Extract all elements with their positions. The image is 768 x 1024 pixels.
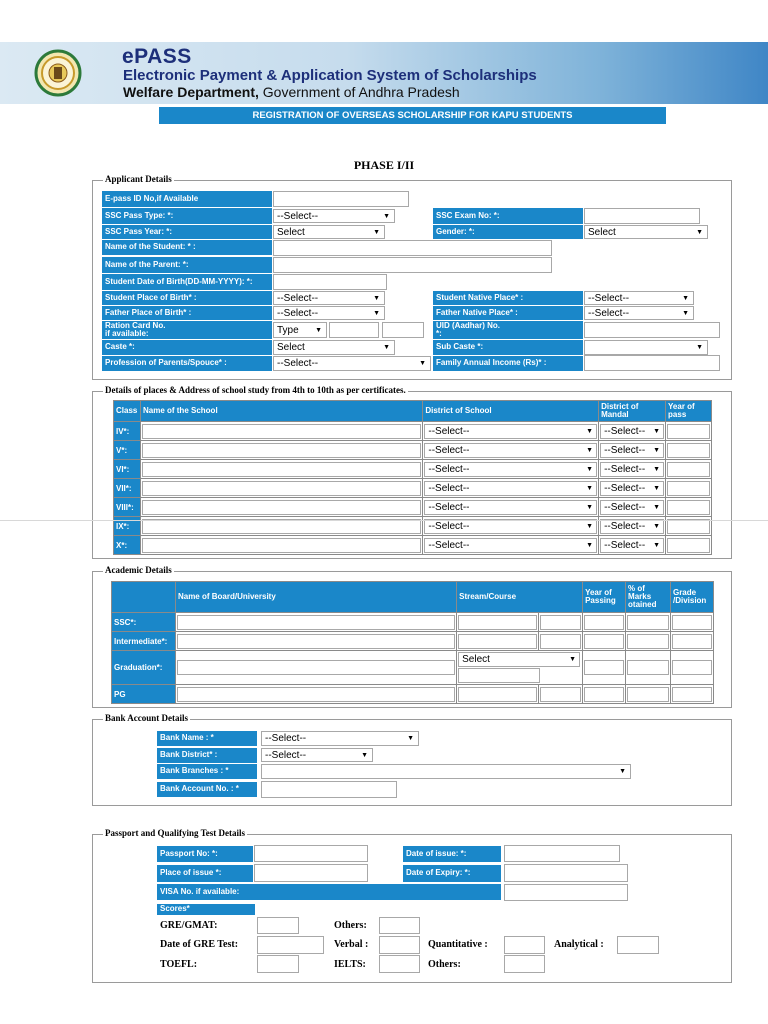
district-of-mandal-select[interactable]: --Select-- ▼ bbox=[600, 424, 664, 439]
family-income-label: Family Annual Income (Rs)* : bbox=[433, 356, 583, 371]
chevron-down-icon: ▼ bbox=[619, 768, 626, 775]
father-place-of-birth-select[interactable]: --Select-- ▼ bbox=[273, 306, 385, 320]
brand-name: ePASS bbox=[122, 45, 192, 68]
academic-legend: Academic Details bbox=[105, 565, 172, 575]
year-of-pass-input[interactable] bbox=[667, 424, 710, 439]
school-name-input[interactable] bbox=[142, 481, 421, 496]
passport-no-input[interactable] bbox=[254, 845, 368, 862]
ssc-pass-type-label: SSC Pass Type: *: bbox=[102, 208, 272, 224]
visa-no-label: VISA No. if available: bbox=[157, 884, 501, 900]
grad-stream-select[interactable]: Select ▼ bbox=[458, 652, 580, 667]
caste-select[interactable]: Select ▼ bbox=[273, 340, 395, 355]
family-income-input[interactable] bbox=[584, 355, 720, 371]
student-name-label: Name of the Student: * : bbox=[102, 240, 272, 255]
chevron-down-icon: ▼ bbox=[315, 326, 322, 334]
applicant-details-legend: Applicant Details bbox=[105, 174, 172, 184]
col-header-year-of-pass: Year of pass bbox=[666, 401, 712, 422]
ap-government-emblem-icon bbox=[18, 49, 98, 97]
table-row bbox=[112, 632, 714, 651]
gender-select[interactable]: Select ▼ bbox=[584, 225, 708, 239]
pg-grade-input[interactable] bbox=[672, 687, 712, 702]
visa-no-input[interactable] bbox=[504, 884, 628, 901]
inter-grade-input[interactable] bbox=[672, 634, 712, 649]
father-native-place-label: Father Native Place* : bbox=[433, 306, 583, 320]
parent-name-input[interactable] bbox=[273, 257, 552, 273]
grad-marks-input[interactable] bbox=[627, 660, 669, 675]
others-input[interactable] bbox=[379, 917, 420, 934]
row-label-graduation: Graduation*: bbox=[112, 651, 176, 685]
bank-district-select[interactable]: --Select-- ▼ bbox=[261, 748, 373, 762]
ssc-year-input[interactable] bbox=[584, 615, 624, 630]
account-no-label: Bank Account No. : * bbox=[157, 782, 257, 797]
chevron-down-icon: ▼ bbox=[653, 522, 661, 530]
ssc-board-input[interactable] bbox=[177, 615, 455, 630]
district-of-mandal-select[interactable]: --Select-- ▼ bbox=[600, 519, 664, 534]
table-row bbox=[114, 422, 712, 441]
ration-card-label: Ration Card No. if available: bbox=[102, 321, 272, 339]
table-row bbox=[114, 536, 712, 555]
chevron-down-icon: ▼ bbox=[586, 484, 594, 492]
others2-label: Others: bbox=[428, 959, 461, 970]
row-label-class: IX*: bbox=[114, 517, 141, 536]
district-of-school-select[interactable]: --Select-- ▼ bbox=[424, 519, 597, 534]
pg-board-input[interactable] bbox=[177, 687, 455, 702]
verbal-label: Verbal : bbox=[334, 939, 369, 950]
row-label-class: IV*: bbox=[114, 422, 141, 441]
chevron-down-icon: ▼ bbox=[419, 360, 426, 367]
analytical-input[interactable] bbox=[617, 936, 659, 954]
quantitative-label: Quantitative : bbox=[428, 939, 488, 950]
dob-label: Student Date of Birth(DD-MM-YYYY): *: bbox=[102, 274, 272, 290]
col-header-school-name: Name of the School bbox=[140, 401, 422, 422]
system-full-name: Electronic Payment & Application System of Scholarships bbox=[123, 67, 537, 84]
schools-header-row bbox=[114, 401, 712, 422]
uid-input[interactable] bbox=[584, 322, 720, 338]
row-label-class: X*: bbox=[114, 536, 141, 555]
schools-table bbox=[113, 400, 712, 555]
table-row bbox=[112, 685, 714, 704]
year-of-pass-input[interactable] bbox=[667, 500, 710, 515]
district-of-mandal-select[interactable]: --Select-- ▼ bbox=[600, 500, 664, 515]
gender-label: Gender: *: bbox=[433, 225, 583, 239]
chevron-down-icon: ▼ bbox=[586, 427, 594, 435]
year-of-pass-input[interactable] bbox=[667, 443, 710, 458]
row-label-class: VIII*: bbox=[114, 498, 141, 517]
chevron-down-icon: ▼ bbox=[653, 465, 661, 473]
year-of-pass-input[interactable] bbox=[667, 462, 710, 477]
row-label-intermediate: Intermediate*: bbox=[112, 632, 176, 651]
chevron-down-icon: ▼ bbox=[653, 503, 661, 511]
place-of-birth-select[interactable]: --Select-- ▼ bbox=[273, 291, 385, 305]
page-title-bar: REGISTRATION OF OVERSEAS SCHOLARSHIP FOR KAPU STUDENTS bbox=[159, 107, 666, 124]
scores-label: Scores* bbox=[157, 904, 255, 915]
divider-line bbox=[0, 520, 768, 521]
grad-stream-extra-input[interactable] bbox=[458, 668, 540, 683]
school-name-input[interactable] bbox=[142, 443, 421, 458]
profession-label: Profession of Parents/Spouce* : bbox=[102, 356, 272, 371]
academic-header-row bbox=[112, 582, 714, 613]
ssc-pass-type-select[interactable]: --Select-- ▼ bbox=[273, 209, 395, 223]
date-of-expiry-label: Date of Expiry: *: bbox=[403, 865, 501, 882]
ssc-pass-year-select[interactable]: Select ▼ bbox=[273, 225, 385, 239]
account-no-input[interactable] bbox=[261, 781, 397, 798]
ration-card-input-1[interactable] bbox=[329, 322, 379, 338]
row-label-ssc: SSC*: bbox=[112, 613, 176, 632]
date-of-expiry-input[interactable] bbox=[504, 864, 628, 882]
bank-legend: Bank Account Details bbox=[105, 713, 189, 723]
table-row bbox=[112, 613, 714, 632]
col-header-percent-marks: % of Marks otained bbox=[626, 582, 671, 613]
ssc-exam-no-input[interactable] bbox=[584, 208, 700, 224]
pg-stream-input[interactable] bbox=[458, 687, 537, 702]
chevron-down-icon: ▼ bbox=[653, 427, 661, 435]
table-row bbox=[114, 498, 712, 517]
pg-stream-extra-input[interactable] bbox=[540, 687, 581, 702]
district-of-school-select[interactable]: --Select-- ▼ bbox=[424, 443, 597, 458]
col-header-district-of-school: District of School bbox=[423, 401, 599, 422]
chevron-down-icon: ▼ bbox=[653, 446, 661, 454]
chevron-down-icon: ▼ bbox=[586, 522, 594, 530]
table-row bbox=[114, 441, 712, 460]
col-header-class: Class bbox=[114, 401, 141, 422]
year-of-pass-input[interactable] bbox=[667, 538, 710, 553]
chevron-down-icon: ▼ bbox=[373, 309, 380, 317]
ssc-pass-year-label: SSC Pass Year: *: bbox=[102, 225, 272, 239]
district-of-school-select[interactable]: --Select-- ▼ bbox=[424, 481, 597, 496]
department-line: Welfare Department, Government of Andhra Pradesh bbox=[123, 84, 460, 100]
date-of-issue-input[interactable] bbox=[504, 845, 620, 862]
chevron-down-icon: ▼ bbox=[383, 212, 390, 220]
others-label: Others: bbox=[334, 920, 367, 931]
ration-type-select[interactable]: Type ▼ bbox=[273, 322, 327, 338]
date-of-gre-label: Date of GRE Test: bbox=[160, 939, 239, 950]
pg-year-input[interactable] bbox=[584, 687, 624, 702]
district-of-mandal-select[interactable]: --Select-- ▼ bbox=[600, 481, 664, 496]
place-of-issue-label: Place of issue *: bbox=[157, 865, 253, 882]
inter-stream-input[interactable] bbox=[458, 634, 537, 649]
sub-caste-select[interactable] bbox=[584, 340, 708, 355]
bank-name-label: Bank Name : * bbox=[157, 731, 257, 746]
col-header-district-of-mandal: District of Mandal bbox=[599, 401, 666, 422]
student-name-input[interactable] bbox=[273, 240, 552, 256]
chevron-down-icon: ▼ bbox=[373, 228, 380, 236]
pg-marks-input[interactable] bbox=[627, 687, 669, 702]
others2-input[interactable] bbox=[504, 955, 545, 973]
chevron-down-icon: ▼ bbox=[586, 503, 594, 511]
phase-heading: PHASE I/II bbox=[353, 158, 415, 172]
verbal-input[interactable] bbox=[379, 936, 420, 954]
bank-name-select[interactable]: --Select-- ▼ bbox=[261, 731, 419, 746]
epass-id-input[interactable] bbox=[273, 191, 409, 207]
inter-year-input[interactable] bbox=[584, 634, 624, 649]
chevron-down-icon: ▼ bbox=[653, 541, 661, 549]
date-of-gre-input[interactable] bbox=[257, 936, 324, 954]
ssc-stream-input[interactable] bbox=[458, 615, 537, 630]
father-place-of-birth-label: Father Place of Birth* : bbox=[102, 306, 272, 320]
uid-label: UID (Aadhar) No. *: bbox=[433, 321, 583, 339]
district-of-school-select[interactable]: --Select-- ▼ bbox=[424, 462, 597, 477]
dob-input[interactable] bbox=[273, 274, 387, 290]
district-of-school-select[interactable]: --Select-- ▼ bbox=[424, 424, 597, 439]
grad-year-input[interactable] bbox=[584, 660, 624, 675]
ielts-input[interactable] bbox=[379, 955, 420, 973]
chevron-down-icon: ▼ bbox=[586, 446, 594, 454]
table-row bbox=[114, 479, 712, 498]
profession-select[interactable]: --Select-- ▼ bbox=[273, 356, 431, 371]
bank-branches-label: Bank Branches : * bbox=[157, 764, 257, 779]
row-label-class: V*: bbox=[114, 441, 141, 460]
gre-gmat-input[interactable] bbox=[257, 917, 299, 934]
chevron-down-icon: ▼ bbox=[569, 656, 577, 663]
school-name-input[interactable] bbox=[142, 500, 421, 515]
chevron-down-icon: ▼ bbox=[373, 294, 380, 302]
quantitative-input[interactable] bbox=[504, 936, 545, 954]
toefl-label: TOEFL: bbox=[160, 959, 198, 970]
table-row bbox=[112, 651, 714, 685]
inter-marks-input[interactable] bbox=[627, 634, 669, 649]
row-label-pg: PG bbox=[112, 685, 176, 704]
col-header-year-of-passing: Year of Passing bbox=[583, 582, 626, 613]
chevron-down-icon: ▼ bbox=[407, 735, 414, 742]
district-of-school-select[interactable]: --Select-- ▼ bbox=[424, 538, 597, 553]
col-header-level bbox=[112, 582, 176, 613]
caste-label: Caste *: bbox=[102, 340, 272, 355]
chevron-down-icon: ▼ bbox=[383, 344, 390, 351]
academic-table bbox=[111, 581, 714, 704]
inter-stream-extra-input[interactable] bbox=[540, 634, 581, 649]
col-header-board: Name of Board/University bbox=[175, 582, 456, 613]
toefl-input[interactable] bbox=[257, 955, 299, 973]
chevron-down-icon: ▼ bbox=[696, 228, 703, 236]
parent-name-label: Name of the Parent: *: bbox=[102, 257, 272, 273]
chevron-down-icon: ▼ bbox=[682, 309, 689, 317]
ssc-grade-input[interactable] bbox=[672, 615, 712, 630]
chevron-down-icon: ▼ bbox=[586, 541, 594, 549]
sub-caste-label: Sub Caste *: bbox=[433, 340, 583, 355]
ssc-exam-no-label: SSC Exam No: *: bbox=[433, 208, 583, 224]
native-place-select[interactable]: --Select-- ▼ bbox=[584, 291, 694, 305]
place-of-issue-input[interactable] bbox=[254, 864, 368, 882]
passport-no-label: Passport No: *: bbox=[157, 846, 253, 862]
inter-board-input[interactable] bbox=[177, 634, 455, 649]
native-place-label: Student Native Place* : bbox=[433, 291, 583, 305]
chevron-down-icon: ▼ bbox=[586, 465, 594, 473]
row-label-class: VI*: bbox=[114, 460, 141, 479]
chevron-down-icon: ▼ bbox=[653, 484, 661, 492]
gre-gmat-label: GRE/GMAT: bbox=[160, 920, 218, 931]
header-banner bbox=[0, 42, 768, 104]
ssc-stream-extra-input[interactable] bbox=[540, 615, 581, 630]
ration-card-input-2[interactable] bbox=[382, 322, 424, 338]
ielts-label: IELTS: bbox=[334, 959, 366, 970]
chevron-down-icon: ▼ bbox=[361, 751, 368, 759]
passport-legend: Passport and Qualifying Test Details bbox=[105, 828, 246, 838]
bank-district-label: Bank District* : bbox=[157, 748, 257, 763]
chevron-down-icon: ▼ bbox=[682, 294, 689, 302]
schools-legend: Details of places & Address of school study from 4th to 10th as per certificates. bbox=[105, 385, 406, 395]
district-of-school-select[interactable]: --Select-- ▼ bbox=[424, 500, 597, 515]
epass-id-label: E-pass ID No,if Available bbox=[102, 191, 272, 207]
school-name-input[interactable] bbox=[142, 538, 421, 553]
district-of-mandal-select[interactable]: --Select-- ▼ bbox=[600, 462, 664, 477]
district-of-mandal-select[interactable]: --Select-- ▼ bbox=[600, 538, 664, 553]
school-name-input[interactable] bbox=[142, 424, 421, 439]
analytical-label: Analytical : bbox=[554, 939, 604, 950]
col-header-stream: Stream/Course bbox=[457, 582, 583, 613]
chevron-down-icon: ▼ bbox=[696, 344, 703, 351]
father-native-place-select[interactable]: --Select-- ▼ bbox=[584, 306, 694, 320]
bank-branches-select[interactable] bbox=[261, 764, 631, 779]
ssc-marks-input[interactable] bbox=[627, 615, 669, 630]
grad-board-input[interactable] bbox=[177, 660, 455, 675]
row-label-class: VII*: bbox=[114, 479, 141, 498]
date-of-issue-label: Date of issue: *: bbox=[403, 846, 501, 862]
school-name-input[interactable] bbox=[142, 462, 421, 477]
grad-grade-input[interactable] bbox=[672, 660, 712, 675]
place-of-birth-label: Student Place of Birth* : bbox=[102, 291, 272, 305]
col-header-grade: Grade /Division bbox=[670, 582, 713, 613]
district-of-mandal-select[interactable]: --Select-- ▼ bbox=[600, 443, 664, 458]
year-of-pass-input[interactable] bbox=[667, 481, 710, 496]
table-row bbox=[114, 460, 712, 479]
